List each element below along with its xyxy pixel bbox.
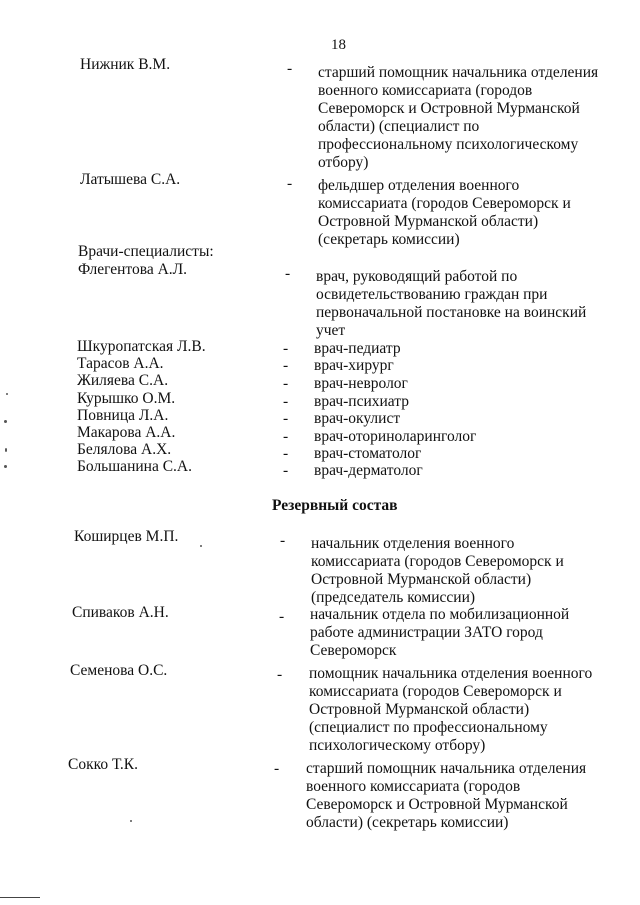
scan-speck [6, 393, 8, 395]
dash-separator: - [283, 462, 289, 479]
scan-edge-line [0, 897, 40, 898]
dash-separator: - [285, 265, 291, 282]
role-line: Островной Мурманской области) [309, 701, 530, 718]
role-line: помощник начальника отделения военного [309, 665, 593, 682]
role-line: освидетельствованию граждан при [316, 286, 548, 303]
member-role: врач-окулист [314, 410, 401, 427]
role-line: врач, руководящий работой по [316, 268, 518, 285]
section-heading: Резервный состав [272, 497, 398, 514]
page-number: 18 [331, 37, 346, 53]
member-name: Макарова А.А. [77, 424, 176, 441]
dash-separator: - [274, 760, 280, 777]
member-role: врач-невролог [314, 375, 408, 392]
member-name: Сокко Т.К. [68, 756, 138, 773]
scan-speck [5, 448, 7, 452]
member-role: врач-дерматолог [314, 462, 423, 479]
dash-separator: - [283, 375, 289, 392]
member-name: Спиваков А.Н. [72, 604, 169, 621]
scan-speck [130, 820, 132, 822]
role-line: Островной Мурманской области) [311, 571, 532, 588]
member-name: Латышева С.А. [80, 171, 181, 188]
role-line: (секретарь комиссии) [318, 231, 460, 248]
role-line: Островной Мурманской области) [318, 213, 539, 230]
member-role [306, 760, 586, 832]
member-role [311, 535, 564, 607]
member-name: Флегентова А.Л. [78, 261, 188, 278]
dash-separator: - [283, 393, 289, 410]
dash-separator: - [280, 532, 286, 549]
member-name: Коширцев М.П. [74, 528, 179, 545]
role-line: фельдшер отделения военного [318, 177, 520, 194]
role-line: области) (специалист по [318, 118, 480, 135]
dash-separator: - [283, 410, 289, 427]
member-name: Большанина С.А. [77, 458, 192, 475]
role-line: Североморск и Островной Мурманской [306, 796, 568, 813]
role-line: профессиональному психологическому [318, 136, 579, 153]
member-name: Жиляева С.А. [77, 372, 169, 389]
role-line: комиссариата (городов Североморск и [311, 553, 564, 570]
role-line: отбору) [318, 154, 369, 171]
member-role: врач-педиатр [314, 340, 401, 357]
member-name: Курышко О.М. [77, 390, 176, 407]
role-line: старший помощник начальника отделения [318, 64, 599, 81]
member-name: Нижник В.М. [80, 56, 171, 73]
role-line: (председатель комиссии) [311, 589, 476, 606]
dash-separator: - [287, 175, 293, 192]
role-line: комиссариата (городов Североморск и [318, 195, 571, 212]
role-line: учет [316, 322, 346, 339]
member-role: врач-стоматолог [314, 445, 422, 462]
role-line: старший помощник начальника отделения [306, 760, 587, 777]
dash-separator: - [277, 666, 283, 683]
member-role [318, 177, 571, 249]
member-name: Тарасов А.А. [77, 355, 164, 372]
scan-speck [200, 545, 202, 547]
scan-speck [4, 420, 7, 423]
dash-separator: - [283, 340, 289, 357]
member-name: Шкуропатская Л.В. [77, 338, 206, 355]
role-line: первоначальной постановке на воинский [316, 304, 587, 321]
member-role: врач-психиатр [314, 393, 409, 410]
member-role [310, 606, 569, 660]
role-line: (специалист по профессиональному [309, 719, 548, 736]
role-line: Североморск [310, 642, 397, 659]
dash-separator: - [279, 608, 285, 625]
role-line: военного комиссариата (городов [318, 82, 533, 99]
member-role [309, 665, 592, 755]
member-name: Семенова О.С. [70, 662, 168, 679]
member-role: врач-хирург [314, 357, 394, 374]
role-line: начальник отдела по мобилизационной [310, 606, 570, 623]
member-role [316, 268, 586, 340]
role-line: военного комиссариата (городов [306, 778, 521, 795]
member-name: Белялова А.Х. [77, 441, 172, 458]
member-role [318, 64, 598, 172]
dash-separator: - [283, 428, 289, 445]
scan-speck [4, 465, 7, 468]
member-role: врач-оториноларинголог [314, 428, 477, 445]
role-line: комиссариата (городов Североморск и [309, 683, 562, 700]
role-line: психологическому отбору) [309, 737, 486, 754]
section-heading: Врачи-специалисты: [78, 243, 214, 260]
role-line: области) (секретарь комиссии) [306, 814, 509, 831]
dash-separator: - [283, 357, 289, 374]
dash-separator: - [283, 445, 289, 462]
role-line: работе администрации ЗАТО город [310, 624, 543, 641]
dash-separator: - [287, 60, 293, 77]
role-line: начальник отделения военного [311, 535, 515, 552]
role-line: Североморск и Островной Мурманской [318, 100, 580, 117]
member-name: Повница Л.А. [77, 407, 169, 424]
